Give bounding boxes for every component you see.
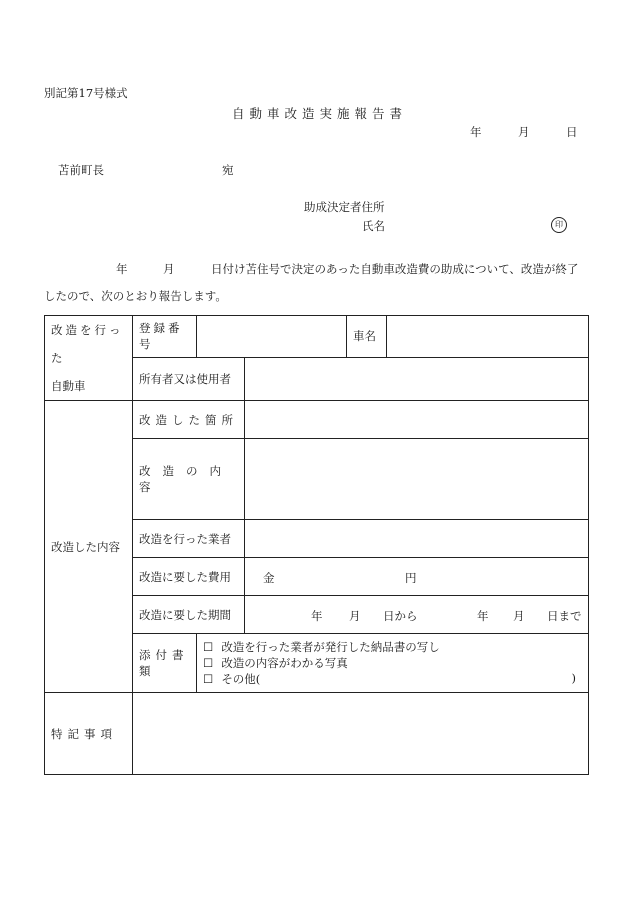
- owner-label: 所有者又は使用者: [133, 357, 245, 400]
- attachments-header: 添付書類: [133, 634, 197, 693]
- date-day-label: 日: [566, 125, 578, 139]
- mod-location-field[interactable]: [245, 401, 589, 439]
- body-month: 月: [163, 262, 175, 276]
- notes-header: 特記事項: [45, 693, 133, 775]
- mod-section-header: 改造した内容: [45, 401, 133, 693]
- mod-content-field[interactable]: [245, 439, 589, 520]
- reg-number-field[interactable]: [197, 316, 347, 358]
- mod-location-label: 改造した箇所: [133, 401, 245, 439]
- body-line2: したので、次のとおり報告します。: [44, 289, 227, 303]
- report-table: [44, 315, 589, 775]
- cost-unit: 円: [405, 571, 417, 585]
- seal-mark: 印: [551, 217, 567, 233]
- cost-prefix: 金: [263, 571, 275, 585]
- period-end-year: 年: [477, 609, 489, 623]
- car-name-field[interactable]: [387, 316, 589, 358]
- form-number: 別記第17号様式: [44, 86, 128, 100]
- addressee: 苫前町長: [58, 163, 104, 177]
- car-name-label: 車名: [347, 316, 387, 358]
- document-title: 自動車改造実施報告書: [232, 106, 408, 121]
- vehicle-header-line1: 改造を行った: [51, 323, 124, 365]
- mod-vendor-label: 改造を行った業者: [133, 520, 245, 558]
- attachment-close-paren: ): [571, 671, 576, 685]
- checkbox-icon[interactable]: ☐: [203, 640, 214, 654]
- attachment-item-2[interactable]: [203, 655, 582, 671]
- mod-vendor-field[interactable]: [245, 520, 589, 558]
- applicant-address-label: 助成決定者住所: [304, 200, 385, 214]
- mod-period-label: 改造に要した期間: [133, 596, 245, 634]
- attachments-cell: [197, 634, 589, 693]
- mod-cost-label: 改造に要した費用: [133, 558, 245, 596]
- period-start-year: 年: [311, 609, 323, 623]
- body-line1: 日付け苫住号で決定のあった自動車改造費の助成について、改造が終了: [211, 262, 579, 276]
- date-year-label: 年: [470, 125, 482, 139]
- attachment-label-2: 改造の内容がわかる写真: [221, 656, 348, 670]
- attachment-label-1: 改造を行った業者が発行した納品書の写し: [221, 640, 440, 654]
- attachment-item-3[interactable]: [203, 671, 582, 687]
- date-month-label: 月: [518, 125, 530, 139]
- body-year: 年: [116, 262, 128, 276]
- mod-cost-field[interactable]: [245, 558, 589, 596]
- attachment-label-3: その他(: [221, 672, 261, 686]
- reg-number-label: 登録番号: [133, 316, 197, 358]
- checkbox-icon[interactable]: ☐: [203, 672, 214, 686]
- addressee-suffix: 宛: [222, 163, 234, 177]
- notes-field[interactable]: [133, 693, 589, 775]
- owner-field[interactable]: [245, 357, 589, 400]
- vehicle-header-line2: 自動車: [51, 379, 86, 393]
- checkbox-icon[interactable]: ☐: [203, 656, 214, 670]
- attachment-item-1[interactable]: [203, 639, 582, 655]
- period-start-month: 月: [349, 609, 361, 623]
- period-end-suffix: 日まで: [547, 609, 582, 623]
- mod-period-field[interactable]: [245, 596, 589, 634]
- period-end-month: 月: [513, 609, 525, 623]
- mod-content-label: 改造の内容: [133, 439, 245, 520]
- applicant-name-label: 氏名: [362, 219, 385, 233]
- period-start-suffix: 日から: [383, 609, 418, 623]
- vehicle-section-header: [45, 316, 133, 401]
